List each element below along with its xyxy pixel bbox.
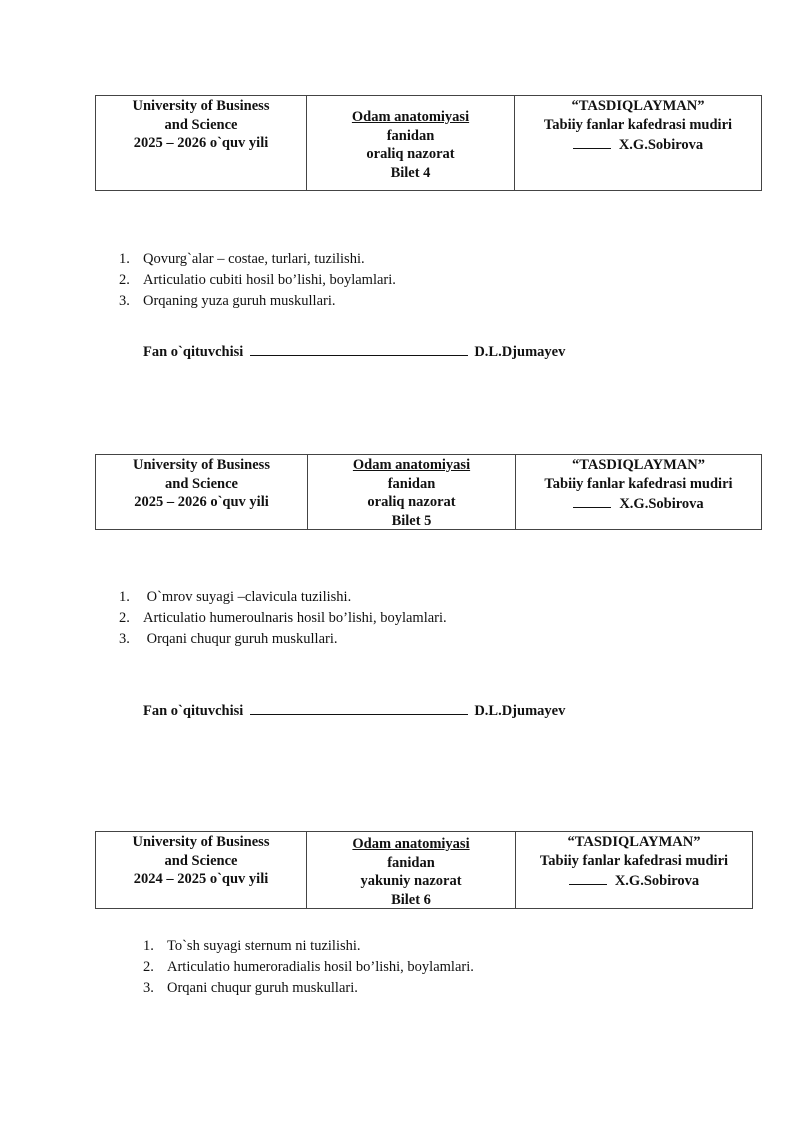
subject-line: fanidan [387,854,435,871]
ticket-number: Bilet 6 [391,891,431,908]
ticket-6-header [95,831,753,909]
question-item: 2. Articulatio humeroulnaris hosil bo’lishi, boylamlari. [119,610,447,626]
teacher-name: D.L.Djumayev [474,344,566,360]
exam-type: yakuniy nazorat [360,873,462,889]
signature-line [250,700,468,715]
approver-name: X.G.Sobirova [614,873,700,889]
university-name-2: and Science [164,852,238,869]
university-cell [96,96,306,190]
exam-type: oraliq nazorat [366,146,455,162]
question-item: 2. Articulatio humeroradialis hosil bo’lishi, boylamlari. [143,959,474,975]
subject-cell [306,96,514,190]
question-item: 3. Orqani chuqur guruh muskullari. [143,980,358,996]
ticket-5-questions [119,587,447,650]
approver-position: Tabiiy fanlar kafedrasi mudiri [544,475,733,492]
exam-type: oraliq nazorat [367,494,456,510]
subject-line: fanidan [386,127,435,144]
approval-cell [515,832,752,908]
question-item: 2. Articulatio cubiti hosil bo’lishi, boylamlari. [119,272,396,288]
question-item: 1. Qovurg`alar – costae, turlari, tuzilishi. [119,251,365,267]
ticket-6-questions [143,936,474,999]
university-cell [96,832,306,908]
approver-position: Tabiiy fanlar kafedrasi mudiri [539,852,729,869]
approval-signature-line [569,870,607,885]
subject-line: fanidan [387,475,436,492]
question-item: 1. O`mrov suyagi –clavicula tuzilishi. [119,589,352,605]
ticket-5-header [95,454,762,530]
ticket-4-header [95,95,762,191]
approver-name: X.G.Sobirova [618,137,704,153]
approval-title: “TASDIQLAYMAN” [572,457,705,473]
ticket-number: Bilet 5 [391,512,432,529]
approver-position: Tabiiy fanlar kafedrasi mudiri [543,116,733,133]
academic-year: 2025 – 2026 o`quv yili [134,494,269,510]
approval-signature-line [573,493,611,508]
question-item: 1. To`sh suyagi sternum ni tuzilishi. [143,938,361,954]
university-name: University of Business [132,98,270,114]
approval-cell [514,96,761,190]
signature-label: Fan o`qituvchisi [143,344,244,360]
subject-cell [306,832,515,908]
approval-cell [515,455,761,529]
teacher-signature [143,341,565,361]
question-item: 3. Orqani chuqur guruh muskullari. [119,631,338,647]
subject-name: Odam anatomiyasi [352,836,470,852]
signature-label: Fan o`qituvchisi [143,703,244,719]
approval-title: “TASDIQLAYMAN” [567,834,701,850]
subject-name: Odam anatomiyasi [352,457,471,473]
university-name: University of Business [132,834,270,850]
ticket-number: Bilet 4 [390,164,431,181]
approver-name: X.G.Sobirova [619,496,704,512]
university-cell [96,455,307,529]
academic-year: 2024 – 2025 o`quv yili [133,871,269,887]
teacher-signature [143,700,565,720]
signature-line [250,341,468,356]
subject-cell [307,455,515,529]
approval-signature-line [573,134,611,149]
university-name-2: and Science [164,116,238,133]
university-name: University of Business [133,457,270,473]
academic-year: 2025 – 2026 o`quv yili [133,135,269,151]
ticket-4-questions [119,249,396,312]
approval-title: “TASDIQLAYMAN” [571,98,705,114]
subject-name: Odam anatomiyasi [351,109,470,125]
university-name-2: and Science [165,475,238,492]
teacher-name: D.L.Djumayev [474,703,566,719]
question-item: 3. Orqaning yuza guruh muskullari. [119,293,336,309]
